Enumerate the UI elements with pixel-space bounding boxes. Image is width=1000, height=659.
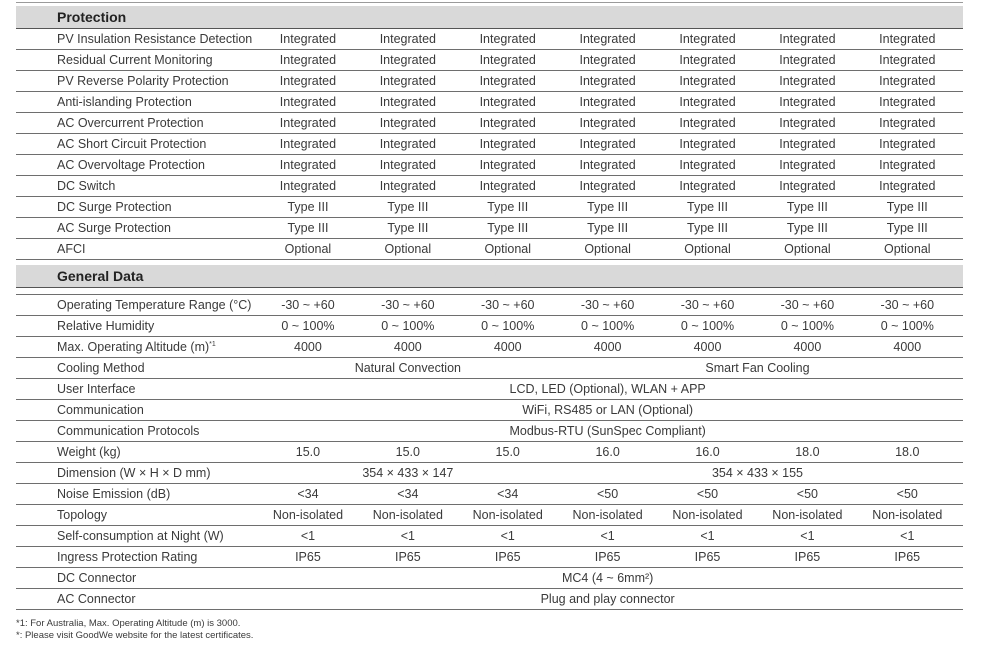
table-cell: 0 ~ 100% [680,319,735,333]
table-cell: Integrated [679,179,736,193]
table-cell: Type III [687,200,728,214]
table-cell: Integrated [779,158,836,172]
table-cell: 4000 [793,340,822,354]
table-cell: <50 [896,487,918,501]
row-label: DC Surge Protection [57,200,172,214]
protection-section-title: Protection [16,6,963,29]
table-row [16,589,963,610]
table-cell: Integrated [779,116,836,130]
row-label: AFCI [57,242,86,256]
table-cell: Integrated [879,74,936,88]
table-cell: 18.0 [795,445,820,459]
table-cell: IP65 [394,550,421,564]
table-cell: 0 ~ 100% [481,319,535,333]
protection-table [16,29,963,260]
row-label: Max. Operating Altitude $(m)^{*1}$ [57,340,216,354]
table-cell: Natural Convection [354,361,461,375]
table-row [16,484,963,505]
table-cell: Integrated [879,137,936,151]
footnotes [16,618,253,642]
table-cell: 4000 [393,340,422,354]
table-row [16,92,963,113]
table-cell: 354 × 433 × 147 [362,466,454,480]
table-cell: Optional [884,242,931,256]
table-cell: Non-isolated [272,508,344,522]
table-cell: WiFi, RS485 or LAN (Optional) [522,403,694,417]
table-cell: Non-isolated [572,508,643,522]
footnote: *1: For Australia, Max. Operating Altitude (m) is 3000. [16,618,241,629]
table-cell: Type III [886,200,928,214]
table-cell: IP65 [894,550,921,564]
table-cell: Integrated [779,32,836,46]
table-cell: 0 ~ 100% [880,319,934,333]
table-cell: Type III [287,200,329,214]
table-cell: Integrated [579,116,636,130]
row-label: Anti-islanding Protection [57,95,192,109]
row-label: AC Surge Protection [57,221,171,235]
table-cell: 0 ~ 100% [281,319,335,333]
table-cell: <34 [497,487,519,501]
table-cell: Integrated [279,137,337,151]
table-row [16,295,963,316]
table-row [16,113,963,134]
table-cell: LCD, LED (Optional), WLAN + APP [509,382,706,396]
table-cell: IP65 [594,550,621,564]
row-label: Topology [57,508,108,522]
table-cell: 4000 [493,340,522,354]
table-cell: <1 [300,529,316,543]
table-cell: Integrated [579,179,636,193]
table-cell: <1 [900,529,915,543]
table-cell: Non-isolated [472,508,543,522]
table-cell: Integrated [679,32,736,46]
table-cell: Integrated [879,179,936,193]
general-data-table [16,295,963,610]
table-cell: Integrated [679,95,736,109]
table-cell: Optional [384,242,432,256]
table-cell: <50 [597,487,619,501]
table-cell: MC4 (4 ~ 6mm²) [561,571,654,585]
table-cell: Type III [687,221,728,235]
table-cell: Integrated [579,158,636,172]
table-cell: IP65 [694,550,721,564]
table-row [16,218,963,239]
table-cell: Non-isolated [872,508,943,522]
table-cell: Non-isolated [672,508,743,522]
table-cell: Integrated [279,53,337,67]
table-row [16,568,963,589]
table-row [16,134,963,155]
table-cell: Integrated [579,74,636,88]
table-row [16,176,963,197]
table-row [16,526,963,547]
table-cell: Integrated [879,32,936,46]
row-label: Ingress Protection Rating [57,550,198,564]
row-label: Communication [57,403,144,417]
table-cell: -30 ~ +60 [580,298,635,312]
table-row [16,421,963,442]
table-cell: Modbus-RTU (SunSpec Compliant) [509,424,706,438]
table-cell: Integrated [579,53,636,67]
table-cell: Integrated [379,137,436,151]
general-data-section-title: General Data [16,265,963,288]
table-cell: -30 ~ +60 [281,298,335,312]
table-cell: Integrated [879,158,936,172]
table-cell: -30 ~ +60 [780,298,835,312]
table-cell: Optional [484,242,531,256]
table-cell: Integrated [679,158,736,172]
row-label: DC Connector [57,571,137,585]
table-cell: Type III [587,221,629,235]
section-spacer [16,288,963,295]
table-cell: Integrated [579,95,636,109]
table-cell: 4000 [294,340,322,354]
table-row [16,316,963,337]
table-cell: Integrated [379,53,436,67]
table-cell: Integrated [779,137,836,151]
table-cell: Plug and play connector [540,592,675,606]
spec-sheet [16,0,963,610]
table-cell: Integrated [479,53,536,67]
table-cell: Integrated [779,53,836,67]
table-cell: Integrated [779,179,836,193]
table-cell: <1 [800,529,815,543]
row-label: Self-consumption at Night (W) [57,529,224,543]
row-label: AC Overcurrent Protection [57,116,204,130]
table-cell: Type III [387,221,429,235]
row-label: Weight (kg) [57,445,121,459]
table-cell: 0 ~ 100% [581,319,635,333]
table-cell: Integrated [479,137,536,151]
table-row [16,71,963,92]
table-cell: <1 [700,529,715,543]
table-cell: <34 [297,487,319,501]
table-cell: IP65 [295,550,321,564]
table-cell: Optional [284,242,332,256]
table-cell: Integrated [579,32,636,46]
table-cell: Integrated [779,74,836,88]
table-cell: Integrated [679,74,736,88]
table-cell: 4000 [693,340,722,354]
table-cell: Smart Fan Cooling [705,361,810,375]
table-cell: Optional [784,242,831,256]
row-label: AC Connector [57,592,136,606]
footnote-marker: *1 [209,340,216,348]
table-cell: Type III [786,221,828,235]
table-cell: Integrated [479,116,536,130]
table-row [16,239,963,260]
table-cell: <34 [397,487,419,501]
row-label: Noise Emission (dB) [57,487,171,501]
table-cell: 0 ~ 100% [381,319,435,333]
table-cell: -30 ~ +60 [880,298,935,312]
row-label: DC Switch [57,179,116,193]
table-cell: Optional [584,242,631,256]
table-cell: 18.0 [895,445,920,459]
footnote: *: Please visit GoodWe website for the latest certificates. [16,630,254,641]
table-cell: Integrated [579,137,636,151]
table-row [16,442,963,463]
table-cell: IP65 [794,550,821,564]
row-label: Residual Current Monitoring [57,53,213,67]
table-cell: Type III [387,200,429,214]
table-cell: Integrated [279,158,337,172]
row-label: Relative Humidity [57,319,155,333]
table-cell: Integrated [279,32,337,46]
row-label: PV Reverse Polarity Protection [57,74,229,88]
table-cell: -30 ~ +60 [381,298,435,312]
table-cell: -30 ~ +60 [480,298,535,312]
table-cell: Type III [487,200,529,214]
table-cell: Integrated [379,74,436,88]
table-cell: Type III [487,221,529,235]
table-cell: IP65 [494,550,521,564]
table-cell: Integrated [379,179,436,193]
table-cell: Integrated [479,158,536,172]
table-cell: Type III [287,221,329,235]
table-row [16,358,963,379]
row-label: Dimension (W × H × D mm) [57,466,211,480]
table-cell: 16.0 [695,445,720,459]
table-cell: Integrated [279,179,337,193]
table-cell: <1 [500,529,515,543]
table-row [16,337,963,358]
table-cell: Integrated [379,116,436,130]
table-cell: Integrated [679,116,736,130]
table-cell: 4000 [593,340,622,354]
table-cell: Type III [786,200,828,214]
table-cell: <1 [600,529,615,543]
table-cell: -30 ~ +60 [680,298,735,312]
row-label: AC Short Circuit Protection [57,137,207,151]
top-rule [16,2,963,3]
row-label: Cooling Method [57,361,145,375]
table-row [16,400,963,421]
table-cell: Integrated [479,32,536,46]
table-cell: 15.0 [495,445,520,459]
table-cell: 4000 [893,340,922,354]
row-label: AC Overvoltage Protection [57,158,205,172]
table-cell: Integrated [879,95,936,109]
table-cell: Integrated [679,137,736,151]
table-cell: Integrated [479,179,536,193]
table-row [16,463,963,484]
table-cell: Integrated [479,74,536,88]
table-cell: Integrated [779,95,836,109]
table-cell: Integrated [279,95,337,109]
table-cell: Integrated [879,53,936,67]
table-cell: Non-isolated [372,508,443,522]
row-label: Operating Temperature Range (°C) [57,298,252,312]
table-cell: Integrated [379,95,436,109]
table-cell: Integrated [379,32,436,46]
table-cell: 354 × 433 × 155 [711,466,804,480]
row-label: Communication Protocols [57,424,200,438]
table-cell: Non-isolated [772,508,843,522]
table-row [16,155,963,176]
table-cell: 15.0 [295,445,321,459]
table-row [16,547,963,568]
table-cell: Type III [886,221,928,235]
table-cell: <50 [796,487,818,501]
row-label: User Interface [57,382,136,396]
table-cell: 0 ~ 100% [780,319,834,333]
table-cell: <1 [400,529,415,543]
table-cell: Type III [587,200,629,214]
table-cell: Integrated [279,74,337,88]
table-cell: Integrated [279,116,337,130]
table-row [16,50,963,71]
table-cell: Integrated [379,158,436,172]
table-cell: 16.0 [595,445,620,459]
table-cell: Integrated [679,53,736,67]
table-row [16,379,963,400]
table-cell: Integrated [479,95,536,109]
table-row [16,505,963,526]
table-cell: 15.0 [395,445,420,459]
table-row [16,197,963,218]
table-cell: <50 [696,487,719,501]
table-row [16,29,963,50]
table-cell: Optional [684,242,731,256]
row-label: PV Insulation Resistance Detection [57,32,253,46]
table-cell: Integrated [879,116,936,130]
